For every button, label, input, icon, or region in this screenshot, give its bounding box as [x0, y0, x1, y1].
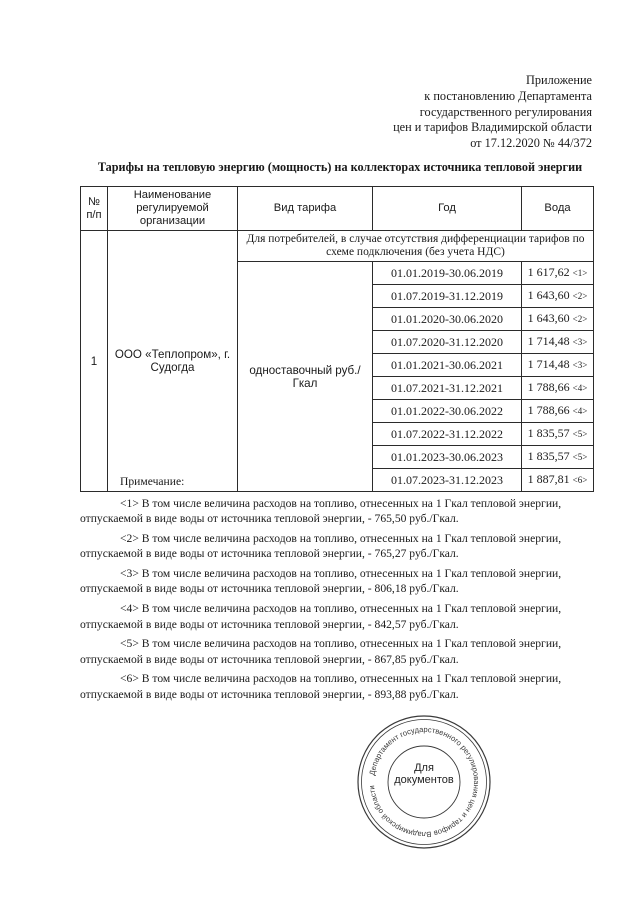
value-text: 1 835,57: [527, 426, 570, 440]
period-cell: 01.01.2021-30.06.2021: [373, 354, 522, 377]
period-cell: 01.01.2022-30.06.2022: [373, 400, 522, 423]
value-text: 1 714,48: [527, 334, 570, 348]
value-text: 1 788,66: [527, 380, 570, 394]
note-paragraph: <4> В том числе величина расходов на топливо, отнесенных на 1 Гкал тепловой энергии, отпускаемой в виде воды от источника тепловой энергии, - 842,57 руб./Гкал.: [80, 602, 562, 631]
table-header-row: [81, 187, 594, 231]
value-cell: [522, 377, 594, 400]
seal-center-text: Для документов: [394, 762, 454, 786]
appendix-block: [292, 73, 592, 152]
period-cell: 01.07.2020-31.12.2020: [373, 331, 522, 354]
round-seal-icon: [354, 712, 494, 852]
document-title: Тарифы на тепловую энергию (мощность) на коллекторах источника тепловой энергии: [97, 160, 583, 174]
note-ref: <4>: [572, 383, 588, 393]
value-text: 1 617,62: [527, 265, 570, 279]
note-paragraph: <5> В том числе величина расходов на топливо, отнесенных на 1 Гкал тепловой энергии, отпускаемой в виде воды от источника тепловой энергии, - 867,85 руб./Гкал.: [80, 637, 562, 666]
period-cell: 01.01.2023-30.06.2023: [373, 446, 522, 469]
appendix-line: цен и тарифов Владимирской области: [393, 120, 592, 135]
header-year: Год: [373, 187, 522, 231]
value-cell: [522, 400, 594, 423]
notes-heading: Примечание:: [120, 475, 185, 488]
value-text: 1 835,57: [527, 449, 570, 463]
note-ref: <6>: [572, 475, 588, 485]
header-num: № п/п: [81, 187, 108, 231]
value-text: 1 788,66: [527, 403, 570, 417]
period-cell: 01.07.2023-31.12.2023: [373, 469, 522, 492]
value-cell: [522, 446, 594, 469]
appendix-line: Приложение: [526, 73, 592, 87]
period-cell: 01.01.2020-30.06.2020: [373, 308, 522, 331]
consumer-subheader: Для потребителей, в случае отсутствия дифференциации тарифов по схеме подключения (без учета НДС): [238, 231, 594, 262]
notes-section: [80, 474, 592, 707]
note-paragraph: <2> В том числе величина расходов на топливо, отнесенных на 1 Гкал тепловой энергии, отпускаемой в виде воды от источника тепловой энергии, - 765,27 руб./Гкал.: [80, 531, 562, 561]
note-paragraph: <6> В том числе величина расходов на топливо, отнесенных на 1 Гкал тепловой энергии, отпускаемой в виде воды от источника тепловой энергии, - 893,88 руб./Гкал.: [80, 672, 562, 701]
header-water: Вода: [522, 187, 594, 231]
period-cell: 01.07.2019-31.12.2019: [373, 285, 522, 308]
note-ref: <4>: [572, 406, 588, 416]
value-cell: [522, 308, 594, 331]
appendix-line: к постановлению Департамента: [424, 88, 592, 103]
period-cell: 01.07.2021-31.12.2021: [373, 377, 522, 400]
value-text: 1 887,81: [527, 472, 570, 486]
appendix-line: от 17.12.2020 № 44/372: [470, 136, 592, 151]
header-tariff-type: Вид тарифа: [238, 187, 373, 231]
value-cell: [522, 262, 594, 285]
value-text: 1 643,60: [527, 288, 570, 302]
note-ref: <1>: [572, 268, 588, 278]
note-ref: <3>: [572, 337, 588, 347]
value-text: 1 714,48: [527, 357, 570, 371]
row-number-cell: 1: [81, 231, 108, 492]
value-cell: [522, 354, 594, 377]
header-organization: Наименование регулируемой организации: [108, 187, 238, 231]
note-ref: <5>: [572, 452, 588, 462]
seal-ring-text: Департамент государственного регулирования цен и тарифов Владимирской области: [367, 724, 482, 840]
period-cell: 01.07.2022-31.12.2022: [373, 423, 522, 446]
appendix-line: государственного регулирования: [419, 104, 592, 119]
value-cell: [522, 331, 594, 354]
tariff-type-cell: одноставочный руб./Гкал: [238, 262, 373, 492]
note-paragraph: <1> В том числе величина расходов на топливо, отнесенных на 1 Гкал тепловой энергии, отпускаемой в виде воды от источника тепловой энергии, - 765,50 руб./Гкал.: [80, 496, 562, 525]
table-subheader-row: [81, 231, 594, 262]
note-ref: <2>: [572, 314, 588, 324]
note-paragraph: <3> В том числе величина расходов на топливо, отнесенных на 1 Гкал тепловой энергии, отпускаемой в виде воды от источника тепловой энергии, - 806,18 руб./Гкал.: [80, 566, 562, 596]
note-ref: <2>: [572, 291, 588, 301]
period-cell: 01.01.2019-30.06.2019: [373, 262, 522, 285]
organization-cell: ООО «Теплопром», г. Судогда: [108, 231, 238, 492]
value-text: 1 643,60: [527, 311, 570, 325]
note-ref: <5>: [572, 429, 588, 439]
tariff-table: [80, 186, 594, 492]
value-cell: [522, 285, 594, 308]
value-cell: [522, 423, 594, 446]
note-ref: <3>: [572, 360, 588, 370]
